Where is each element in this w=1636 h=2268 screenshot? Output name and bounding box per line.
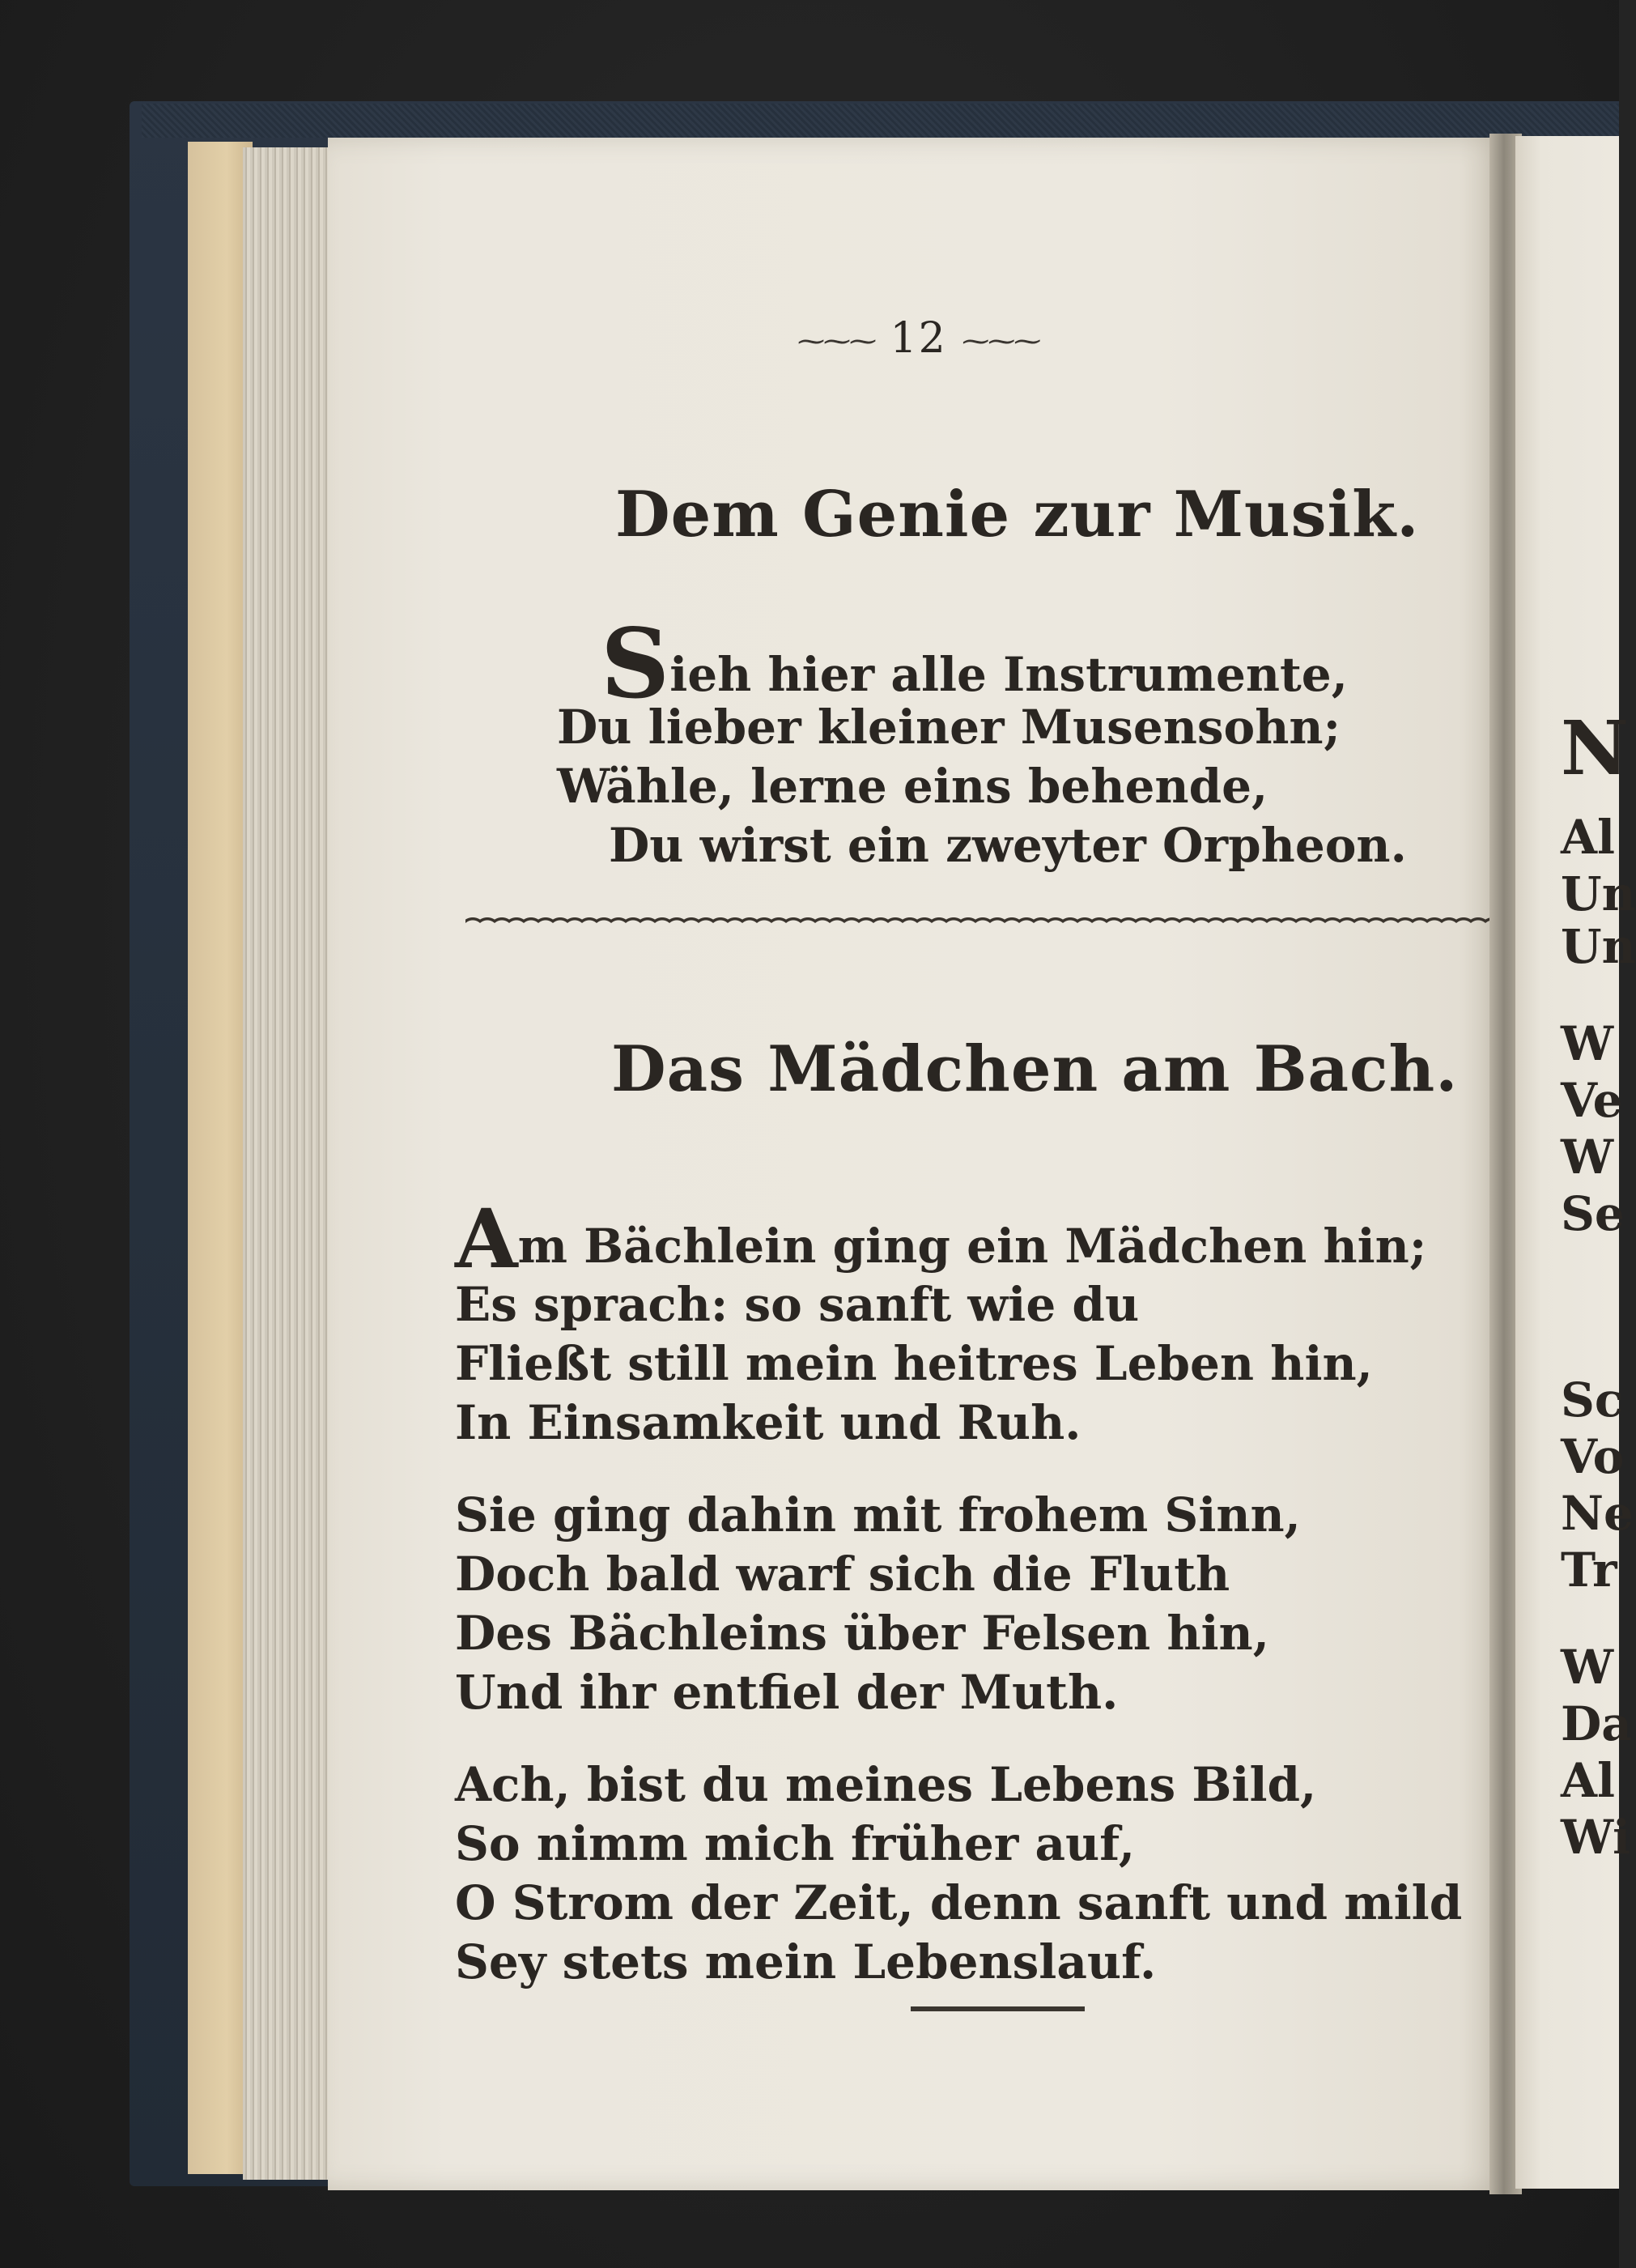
- right-page-fragment: Al: [1561, 810, 1616, 865]
- right-page-fragment: Sc: [1561, 1372, 1624, 1428]
- poem-1-line-3: Wähle, lerne eins behende,: [557, 759, 1268, 814]
- poem-1-line-4: Du wirst ein zweyter Orpheon.: [609, 818, 1407, 873]
- right-page-fragment: Vo: [1561, 1429, 1625, 1484]
- poem-2-stanza-1-line-4: In Einsamkeit und Ruh.: [455, 1395, 1081, 1450]
- right-page-fragment: Se: [1561, 1186, 1625, 1241]
- right-page-fragment: Al: [1561, 1753, 1616, 1808]
- poem-1-dropcap: S: [601, 607, 670, 720]
- header-ornament-left: ⁓⁓⁓: [797, 325, 875, 358]
- right-page-fragment: Da: [1561, 1696, 1632, 1751]
- poem-2-stanza-1-line-2: Es sprach: so sanft wie du: [455, 1277, 1140, 1332]
- poem-2-stanza-2-line-2: Doch bald warf sich die Fluth: [455, 1547, 1230, 1602]
- poem-2-stanza-1-line-1: Am Bächlein ging ein Mädchen hin;: [455, 1191, 1427, 1287]
- right-page-fragment: N: [1561, 704, 1630, 792]
- poem-2-stanza-3-line-2: So nimm mich früher auf,: [455, 1816, 1136, 1871]
- right-page-fragment: Ve: [1561, 1073, 1623, 1128]
- right-page-fragment: Wi: [1561, 1810, 1631, 1865]
- end-rule: [911, 2006, 1085, 2011]
- poem-2-stanza-2-line-3: Des Bächleins über Felsen hin,: [455, 1606, 1269, 1661]
- right-page-fragment: W: [1561, 1130, 1614, 1185]
- poem-2-stanza-2-line-1: Sie ging dahin mit frohem Sinn,: [455, 1487, 1301, 1542]
- poem-1-line-1: Sieh hier alle Instrumente,: [601, 607, 1348, 720]
- page-header: [797, 314, 1039, 363]
- book-cover-top-edge: [142, 104, 1619, 138]
- right-page-fragment: W: [1561, 1016, 1614, 1071]
- right-page-fragment: Ne: [1561, 1486, 1634, 1541]
- poem-2-stanza-3-line-4: Sey stets mein Lebenslauf.: [455, 1934, 1157, 1989]
- page-number: 12: [890, 314, 947, 363]
- right-page-fragment: Tr: [1561, 1542, 1617, 1598]
- poem-1-line-2: Du lieber kleiner Musensohn;: [557, 700, 1341, 755]
- header-ornament-right: ⁓⁓⁓: [962, 325, 1040, 358]
- right-page-fragment: W: [1561, 1640, 1614, 1695]
- poem-1-title: Dem Genie zur Musik.: [615, 478, 1420, 551]
- poem-2-stanza-3-line-1: Ach, bist du meines Lebens Bild,: [455, 1757, 1317, 1812]
- right-page-fragment: Un: [1561, 919, 1636, 974]
- right-page-fragment: Un: [1561, 866, 1636, 921]
- wavy-divider: [465, 913, 1489, 928]
- poem-2-stanza-3-line-3: O Strom der Zeit, denn sanft und mild: [455, 1875, 1463, 1930]
- poem-2-dropcap: A: [455, 1191, 518, 1287]
- poem-2-stanza-1-line-3: Fließt still mein heitres Leben hin,: [455, 1336, 1373, 1391]
- page-block-edges: [243, 147, 332, 2180]
- poem-2-stanza-2-line-4: Und ihr entfiel der Muth.: [455, 1665, 1119, 1720]
- poem-2-title: Das Mädchen am Bach.: [611, 1032, 1459, 1106]
